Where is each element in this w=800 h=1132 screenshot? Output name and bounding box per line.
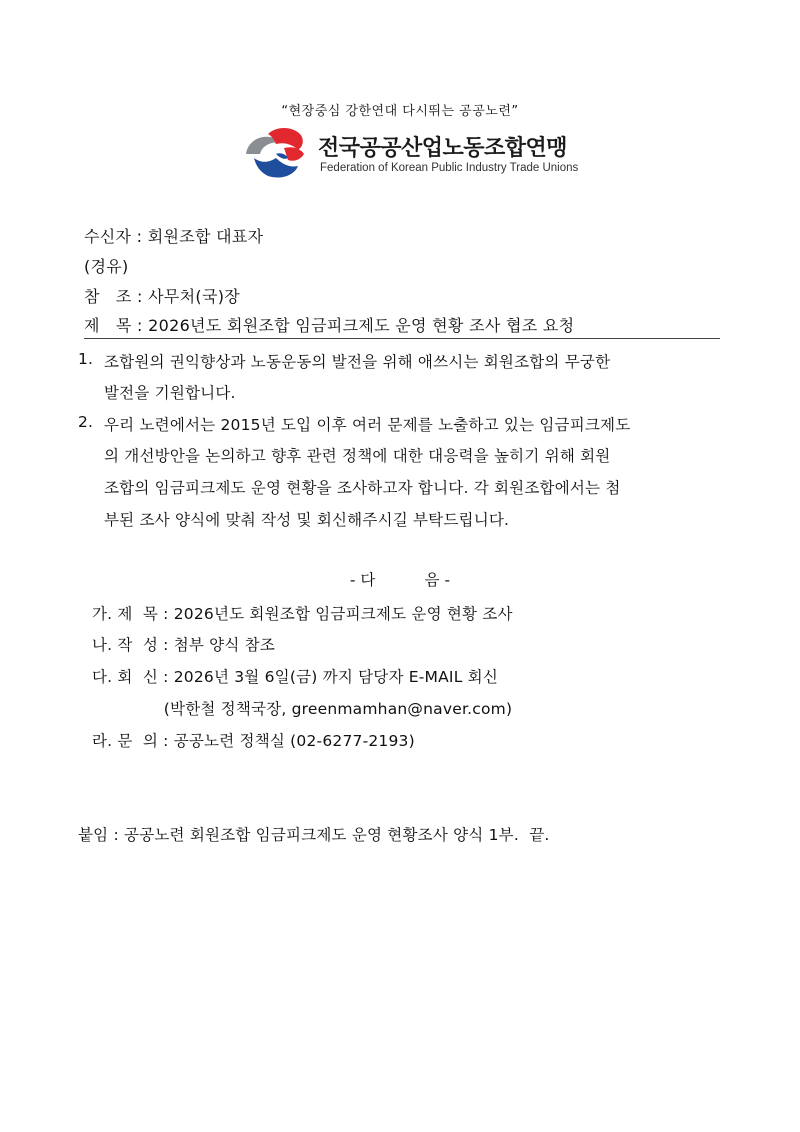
paragraph-2-line: 우리 노련에서는 2015년 도입 이후 여러 문제를 노출하고 있는 임금피크제도	[104, 416, 631, 434]
details-heading: - 다 음 -	[349, 571, 451, 589]
detail-item-subject: 가. 제 목 : 2026년도 회원조합 임금피크제도 운영 현황 조사	[92, 605, 513, 623]
organization-logo	[240, 124, 579, 184]
detail-item-contact-person: (박한철 정책국장, greenmamhan@naver.com)	[92, 700, 513, 718]
handshake-logo-icon	[240, 124, 314, 182]
slogan: “현장중심 강한연대 다시뛰는 공공노련”	[281, 104, 519, 119]
via-line: (경유)	[84, 257, 129, 276]
organization-name-english: Federation of Korean Public Industry Trade Unions	[320, 162, 579, 174]
paragraph-2-line: 의 개선방안을 논의하고 향후 관련 정책에 대한 대응력을 높히기 위해 회원	[104, 447, 611, 465]
paragraph-1-line: 조합원의 권익향상과 노동운동의 발전을 위해 애쓰시는 회원조합의 무궁한	[104, 353, 611, 371]
detail-item-inquiry: 라. 문 의 : 공공노련 정책실 (02-6277-2193)	[92, 732, 415, 750]
organization-name: 전국공공산업노동조합연맹	[318, 136, 568, 161]
paragraph-1-number: 1.	[78, 350, 94, 368]
subject-line: 제 목 : 2026년도 회원조합 임금피크제도 운영 현황 조사 협조 요청	[84, 316, 575, 335]
paragraph-1-line: 발전을 기원합니다.	[104, 384, 236, 402]
subject-divider	[84, 338, 720, 339]
reference-line: 참 조 : 사무처(국)장	[84, 287, 240, 306]
detail-item-format: 나. 작 성 : 첨부 양식 참조	[92, 636, 275, 654]
detail-item-reply: 다. 회 신 : 2026년 3월 6일(금) 까지 담당자 E-MAIL 회신	[92, 668, 499, 686]
attachment-line: 붙임 : 공공노련 회원조합 임금피크제도 운영 현황조사 양식 1부. 끝.	[78, 826, 550, 844]
paragraph-2-number: 2.	[78, 413, 94, 431]
recipient-line: 수신자 : 회원조합 대표자	[84, 227, 264, 246]
paragraph-2-line: 부된 조사 양식에 맞춰 작성 및 회신해주시길 부탁드립니다.	[104, 511, 510, 529]
paragraph-2-line: 조합의 임금피크제도 운영 현황을 조사하고자 합니다. 각 회원조합에서는 첨	[104, 479, 621, 497]
